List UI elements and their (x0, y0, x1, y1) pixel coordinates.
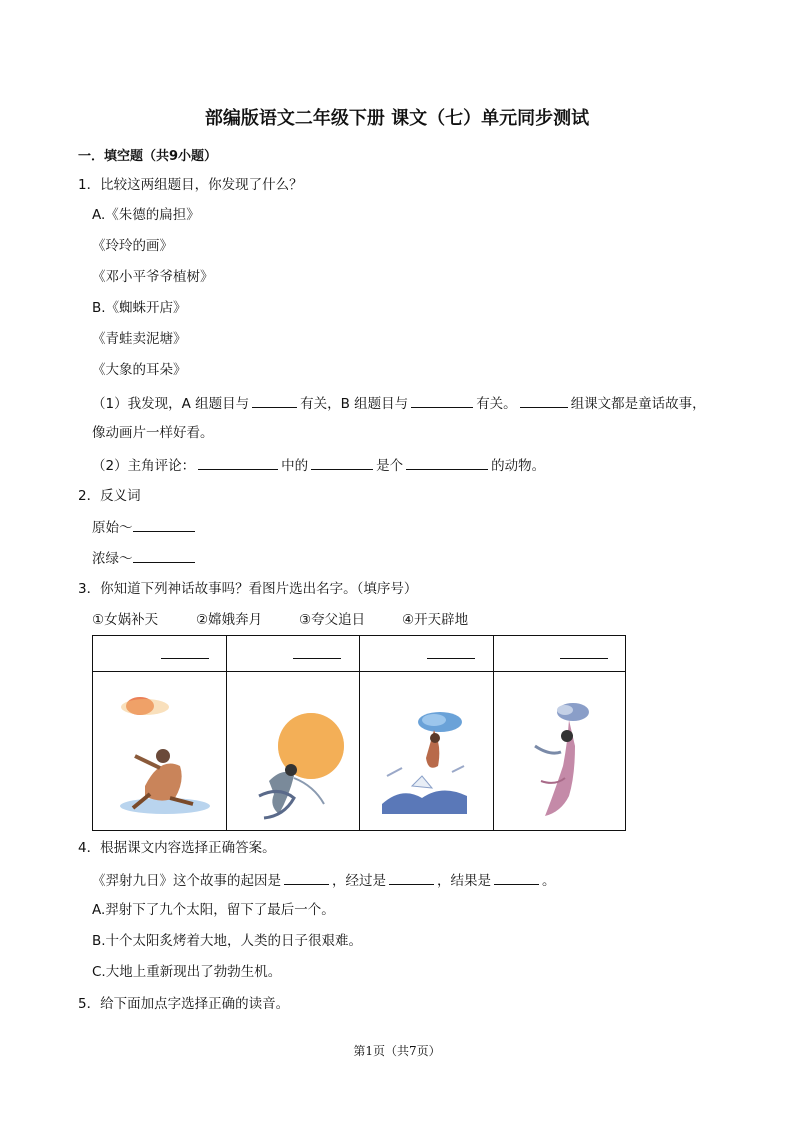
q1-p1-blank-3[interactable] (520, 393, 568, 408)
q1-part-2-line (92, 455, 545, 475)
q4-blank-cause[interactable] (284, 870, 329, 885)
q3-picture-table (92, 635, 626, 831)
q1-group-b-item-1 (92, 299, 187, 317)
question-1-stem: 1．比较这两组题目，你发现了什么？ (78, 177, 303, 193)
question-4-stem: 4．根据课文内容选择正确答案。 (78, 840, 276, 856)
q3-option-4: ④开天辟地 (402, 612, 469, 628)
q1-group-a-item-2: 《玲玲的画》 (92, 238, 173, 254)
q1-p1-text-1: （1）我发现，A 组题目与 (92, 396, 250, 412)
q1-p1-text-4: 组课文都是童话故事， (570, 396, 706, 412)
q1-part-1-line (92, 393, 706, 413)
q1-p2-text-4: 的动物。 (491, 458, 546, 474)
q2-blank-1[interactable] (133, 517, 195, 532)
q2-word-1-line (92, 517, 198, 537)
q3-answer-blank-2[interactable] (293, 658, 341, 659)
q4-text-4: 。 (542, 873, 556, 889)
q2-word-2: 浓绿～ (92, 551, 133, 567)
q3-picture-mending-sky (505, 686, 615, 826)
q4-choice-b: B.十个太阳炙烤着大地，人类的日子很艰难。 (92, 933, 363, 949)
q2-word-2-line (92, 548, 198, 568)
table-divider (226, 636, 227, 830)
q3-picture-chasing-sun (105, 686, 215, 826)
q1-group-b-item-2: 《青蛙卖泥塘》 (92, 331, 187, 347)
q1-p1-text-3: 有关。 (476, 396, 517, 412)
q1-group-b-label: B. (92, 300, 106, 316)
table-divider (359, 636, 360, 830)
q3-option-3: ③夸父追日 (299, 612, 366, 628)
q4-choice-c: C.大地上重新现出了勃勃生机。 (92, 964, 282, 980)
q3-picture-flying-to-moon (239, 686, 349, 826)
question-3-stem: 3．你知道下列神话故事吗？看图片选出名字。（填序号） (78, 581, 418, 597)
q1-p2-blank-1[interactable] (198, 455, 278, 470)
q1-group-a-title-1: 《朱德的扁担》 (105, 207, 200, 223)
table-divider (493, 636, 494, 830)
q1-group-a-label: A. (92, 207, 106, 223)
q1-part-1-continuation: 像动画片一样好看。 (92, 425, 214, 441)
q4-story-line (92, 870, 556, 890)
q3-picture-creating-world (372, 686, 482, 826)
q1-p2-text-2: 中的 (281, 458, 309, 474)
q1-p2-text-1: （2）主角评论： (92, 458, 196, 474)
q4-blank-result[interactable] (494, 870, 539, 885)
q1-p2-text-3: 是个 (376, 458, 404, 474)
q4-text-2: ，经过是 (332, 873, 386, 889)
q1-p1-text-2: 有关，B 组题目与 (300, 396, 409, 412)
page-title: 部编版语文二年级下册 课文（七）单元同步测试 (204, 108, 590, 129)
q1-p2-blank-3[interactable] (406, 455, 488, 470)
section-heading-fill-blank: 一．填空题（共9小题） (78, 149, 218, 164)
q2-blank-2[interactable] (133, 548, 195, 563)
q4-text-3: ，结果是 (437, 873, 491, 889)
page-footer: 第1页（共7页） (353, 1044, 441, 1058)
q1-group-b-title-1: 《蜘蛛开店》 (105, 300, 187, 316)
q4-text-1: 《羿射九日》这个故事的起因是 (92, 873, 281, 889)
q1-group-a-item-3: 《邓小平爷爷植树》 (92, 269, 214, 285)
q1-p1-blank-2[interactable] (411, 393, 473, 408)
question-5-stem: 5．给下面加点字选择正确的读音。 (78, 996, 290, 1012)
q4-choice-a: A.羿射下了九个太阳，留下了最后一个。 (92, 902, 335, 918)
q2-word-1: 原始～ (92, 520, 133, 536)
q1-group-b-item-3: 《大象的耳朵》 (92, 362, 187, 378)
q4-blank-process[interactable] (389, 870, 434, 885)
q1-group-a-item-1 (92, 206, 200, 224)
q3-option-2: ②嫦娥奔月 (196, 612, 263, 628)
q3-answer-blank-3[interactable] (427, 658, 475, 659)
q1-p2-blank-2[interactable] (311, 455, 373, 470)
q3-answer-blank-1[interactable] (161, 658, 209, 659)
q3-answer-blank-4[interactable] (560, 658, 608, 659)
q3-option-1: ①女娲补天 (92, 612, 159, 628)
question-2-stem: 2．反义词 (78, 488, 141, 504)
q1-p1-blank-1[interactable] (252, 393, 297, 408)
